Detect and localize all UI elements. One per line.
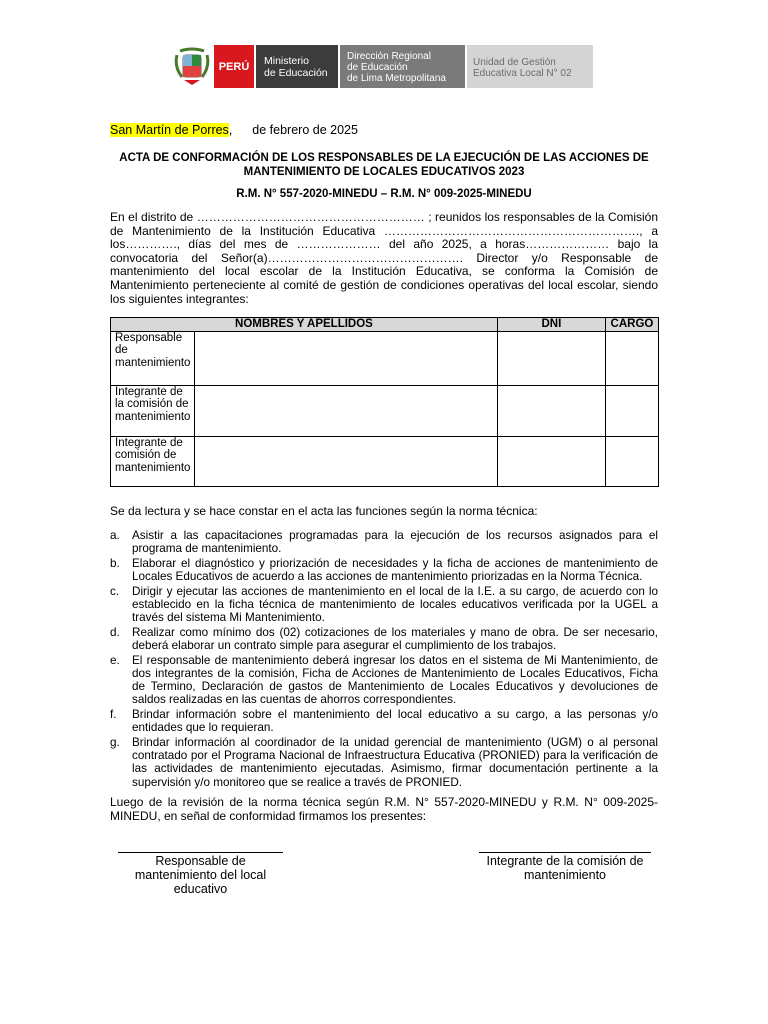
list-item-text: Dirigir y ejecutar las acciones de mantenimiento en el local de la I.E. a su cargo, de acuerdo con lo establecido en la ficha técnica de mantenimiento de locales educativos verificada por la UGEL a través del sistema Mi Mantenimiento. (132, 584, 658, 625)
member-dni-cell[interactable] (497, 437, 605, 487)
title-line: ACTA DE CONFORMACIÓN DE LOS RESPONSABLES DE LA EJECUCIÓN DE LAS ACCIONES DE (119, 152, 649, 164)
document-date: de febrero de 2025 (252, 123, 358, 137)
ministerio-brand-block (256, 45, 338, 88)
members-table (110, 317, 659, 487)
list-item-text: Brindar información al coordinador de la unidad gerencial de mantenimiento (UGM) o al personal contratado por el Programa Nacional de Infraestructura Educativa (PRONIED) para la verificación de las actividades de mantenimiento ejecutadas. Asimismo, firmar documentación pertinente a la supervisión y/o monitoreo que se realice a través de PRONIED. (132, 736, 658, 789)
institution-logos (172, 45, 593, 88)
list-item (110, 708, 658, 734)
list-marker: a. (110, 529, 120, 542)
dre-line: de Educación (347, 62, 408, 73)
list-item-text: El responsable de mantenimiento deberá ingresar los datos en el sistema de Mi Mantenimiento, de dos integrantes de la comisión, Ficha de Acciones de Mantenimiento de Locales Educativos, Ficha de Termino, Declaración de gastos de Mantenimiento de Locales Educativos y devoluciones de saldos realizadas en las cuentas de ahorros correspondientes. (132, 653, 658, 707)
list-marker: g. (110, 736, 120, 750)
list-item-text: Brindar información sobre el mantenimiento del local educativo a su cargo, a las personas y/o entidades que lo requieran. (132, 708, 658, 735)
member-name-cell[interactable] (195, 437, 497, 487)
member-role-cell: Responsable de mantenimiento (111, 332, 195, 386)
closing-paragraph: Luego de la revisión de la norma técnica según R.M. N° 557-2020-MINEDU y R.M. N° 009-2025-MINEDU, en señal de conformidad firmamos los presentes: (110, 795, 658, 823)
member-dni-cell[interactable] (497, 332, 605, 386)
list-marker: d. (110, 625, 120, 639)
list-item (110, 626, 658, 652)
column-header-cargo: CARGO (605, 318, 658, 332)
left-signature-label: Responsable de mantenimiento del local educativo (134, 854, 267, 896)
ministerio-line: de Educación (264, 67, 328, 79)
member-name-cell[interactable] (195, 386, 497, 437)
peru-brand-block: PERÚ (214, 45, 254, 88)
right-signature-label: Integrante de la comisión de mantenimiento (486, 854, 644, 882)
resolution-reference: R.M. N° 557-2020-MINEDU – R.M. N° 009-2025-MINEDU (236, 188, 532, 200)
list-marker: e. (110, 653, 120, 667)
ministerio-line: Ministerio (264, 55, 309, 67)
place-date-line: San Martín de Porres, de febrero de 2025 (110, 123, 358, 137)
list-marker: f. (110, 708, 117, 722)
ugel-line: Unidad de Gestión (473, 57, 556, 68)
left-signature-line (118, 852, 283, 853)
list-item (110, 557, 658, 583)
list-marker: c. (110, 584, 120, 598)
dre-line: de Lima Metropolitana (347, 73, 446, 84)
list-item (110, 654, 658, 707)
national-coat-of-arms-icon (172, 45, 212, 88)
list-item-text: Realizar como mínimo dos (02) cotizaciones de los materiales y mano de obra. De ser necesario, deberá elaborar un contrato simple para asegurar el cumplimiento de los trabajos. (132, 625, 658, 653)
list-item (110, 585, 658, 625)
list-item-text: Asistir a las capacitaciones programadas para la ejecución de los recursos asignados para el programa de mantenimiento. (132, 529, 658, 556)
list-item (110, 529, 658, 555)
dre-brand-block (340, 45, 465, 88)
ugel-line: Educativa Local N° 02 (473, 68, 572, 79)
city-name: San Martín de Porres (110, 123, 229, 137)
member-cargo-cell[interactable] (605, 386, 658, 437)
reading-statement: Se da lectura y se hace constar en el acta las funciones según la norma técnica: (110, 504, 538, 518)
dre-line: Dirección Regional (347, 51, 431, 62)
list-item-text: Elaborar el diagnóstico y priorización de necesidades y la ficha de acciones de mantenimiento de Locales Educativos de acuerdo a las acciones de mantenimiento priorizadas en la Norma Técnica. (132, 556, 658, 584)
member-cargo-cell[interactable] (605, 332, 658, 386)
member-name-cell[interactable] (195, 332, 497, 386)
member-role-cell: Integrante de la comisión de mantenimiento (111, 386, 195, 437)
column-header-dni: DNI (497, 318, 605, 332)
table-header-row (111, 318, 659, 332)
table-row (111, 332, 659, 386)
table-row (111, 386, 659, 437)
member-dni-cell[interactable] (497, 386, 605, 437)
member-cargo-cell[interactable] (605, 437, 658, 487)
member-role-cell: Integrante de comisión de mantenimiento (111, 437, 195, 487)
document-title (108, 152, 660, 179)
ugel-brand-block (467, 45, 593, 88)
title-line: MANTENIMIENTO DE LOCALES EDUCATIVOS 2023 (243, 165, 525, 178)
intro-paragraph: En el distrito de ………………………………………………… ; reunidos los responsables de la Comisión de Mantenimiento de la Institución Educativa ………………………………………………………., a los…………., días del mes de ………………… del año 2025, a horas………………… bajo la convocatoria del Señor(a)…………………………………………. Director y/o Responsable de mantenimiento del local escolar de la Institución Educativa, se conforma la Comisión de Mantenimiento perteneciente al comité de gestión de condiciones operativas del local escolar, siendo los siguientes integrantes: (110, 210, 658, 306)
table-row (111, 437, 659, 487)
functions-list (110, 529, 658, 790)
list-item (110, 736, 658, 789)
right-signature-line (479, 852, 651, 853)
column-header-names: NOMBRES Y APELLIDOS (111, 318, 498, 332)
list-marker: b. (110, 556, 120, 570)
